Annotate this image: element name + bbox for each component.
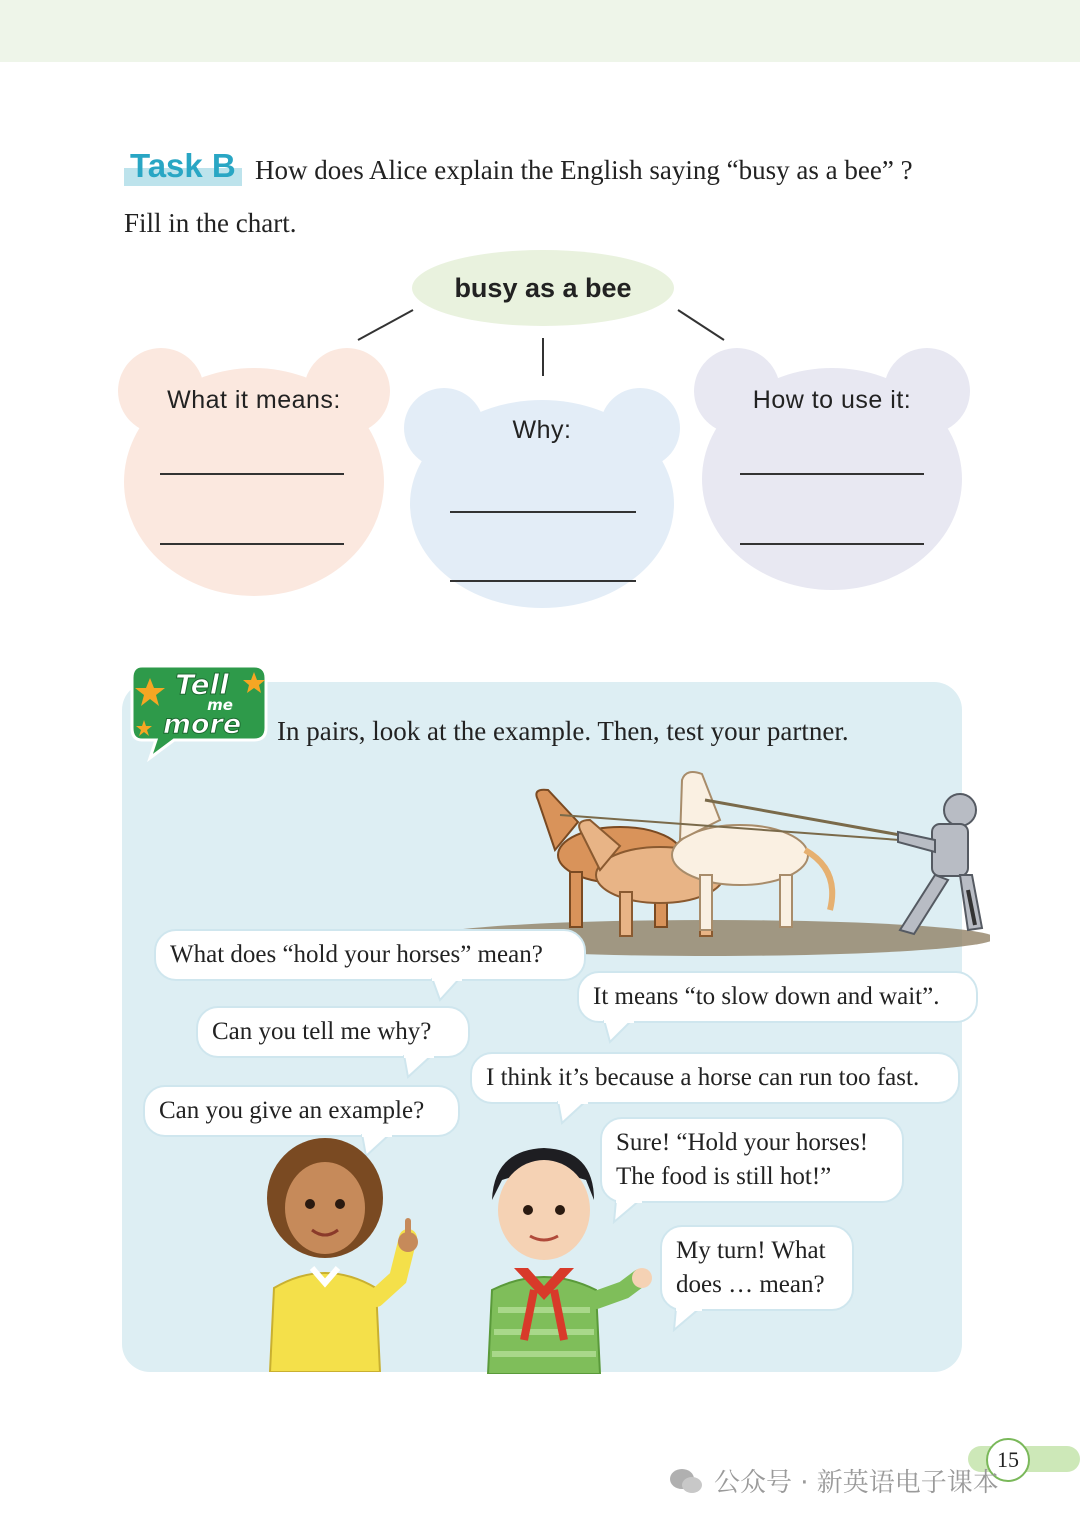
bubble-tail — [430, 978, 470, 1002]
speech-bubble — [154, 929, 586, 981]
speech-bubble — [143, 1085, 460, 1137]
panel-instruction: In pairs, look at the example. Then, test your partner. — [277, 716, 849, 746]
bubble-text: It means “to slow down and wait”. — [593, 983, 940, 1010]
answer-line[interactable] — [450, 511, 636, 513]
watermark — [668, 1462, 999, 1499]
bubble-tail — [402, 1055, 442, 1079]
page-number: 15 — [986, 1438, 1030, 1482]
bubble-text: I think it’s because a horse can run too fast. — [486, 1064, 920, 1091]
bear-what-it-means — [118, 348, 390, 596]
wechat-icon — [668, 1466, 704, 1496]
badge-word-more: more — [162, 709, 242, 740]
bubble-tail — [556, 1101, 596, 1125]
speech-bubble — [196, 1006, 470, 1058]
task-question: How does Alice explain the English saying “busy as a bee” ? — [255, 155, 913, 185]
girl-character — [250, 1138, 430, 1372]
bubble-tail — [670, 1308, 710, 1332]
task-instruction: Fill in the chart. — [124, 208, 297, 238]
bubble-text-line2: does … mean? — [676, 1271, 825, 1298]
answer-line[interactable] — [160, 543, 344, 545]
bear-how-to-use — [694, 348, 970, 590]
branch-label-why: Why: — [512, 416, 572, 444]
task-label: Task B — [124, 146, 242, 186]
mind-map-center: busy as a bee — [412, 250, 674, 326]
boy-character — [464, 1140, 654, 1374]
speech-bubble — [577, 971, 978, 1023]
speech-bubble — [470, 1052, 960, 1104]
answer-line[interactable] — [740, 543, 924, 545]
bubble-tail — [602, 1020, 642, 1044]
branch-label-meaning: What it means: — [167, 386, 341, 414]
branch-label-how: How to use it: — [752, 386, 912, 414]
speech-bubble — [660, 1225, 854, 1311]
bubble-text-line1: Sure! “Hold your horses! — [616, 1129, 869, 1156]
bubble-text: What does “hold your horses” mean? — [170, 941, 543, 968]
answer-line[interactable] — [740, 473, 924, 475]
bubble-text: Can you give an example? — [159, 1097, 425, 1124]
tell-me-more-badge — [128, 658, 273, 762]
answer-line[interactable] — [450, 580, 636, 582]
bubble-text-line1: My turn! What — [676, 1237, 826, 1264]
bear-why — [404, 388, 680, 608]
bubble-text: Can you tell me why? — [212, 1018, 432, 1045]
bubble-text-line2: The food is still hot!” — [616, 1163, 832, 1190]
badge-word-tell: Tell — [175, 668, 229, 701]
watermark-text: 公众号 · 新英语电子课本 — [714, 1468, 999, 1498]
answer-line[interactable] — [160, 473, 344, 475]
badge-word-me: me — [207, 696, 233, 714]
